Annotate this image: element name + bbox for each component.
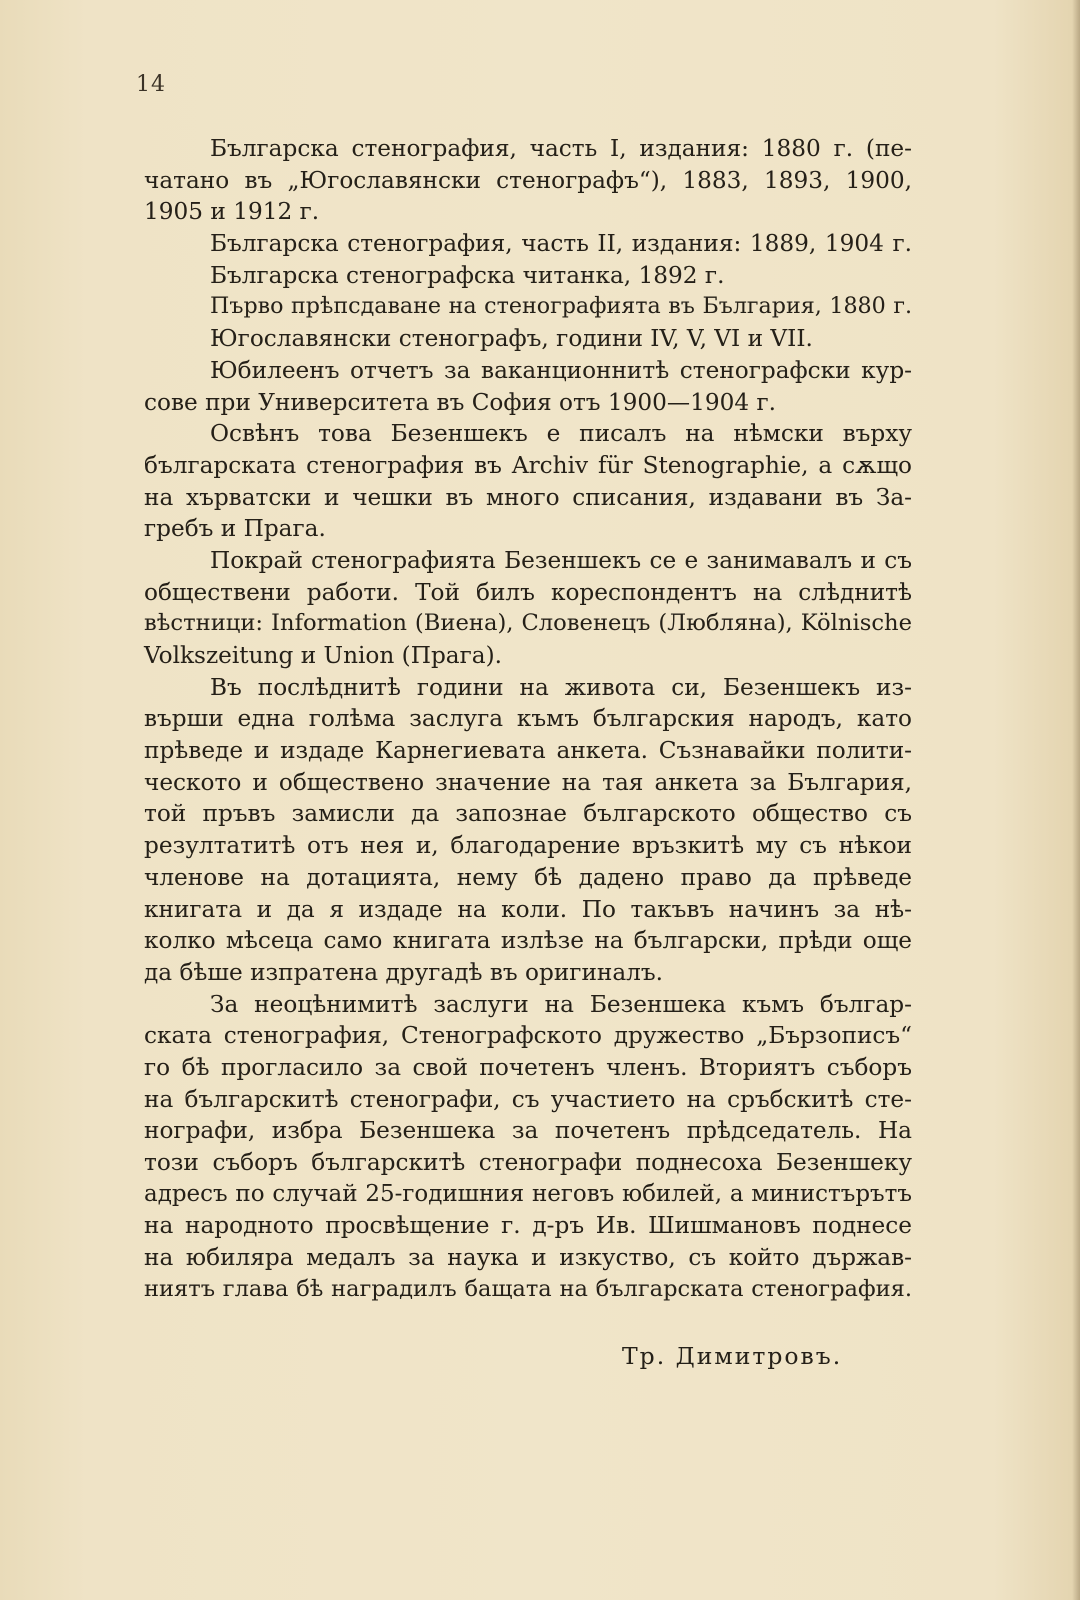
text-line: той пръвъ замисли да запознае българското общество съ [144, 800, 912, 828]
text-line: Освѣнъ това Безеншекъ е писалъ на нѣмски върху [210, 420, 912, 448]
text-line: нографи, избра Безеншека за почетенъ прѣдседатель. На [144, 1117, 912, 1145]
text-line: Югославянски стенографъ, години IV, V, VI и VII. [210, 325, 813, 353]
text-line: сове при Университета въ София отъ 1900—1904 г. [144, 388, 777, 416]
text-line: на юбиляра медалъ за наука и изкуство, съ който държав- [144, 1244, 912, 1272]
text-line: 1905 и 1912 г. [144, 198, 320, 226]
text-line: гребъ и Прага. [144, 515, 326, 543]
page-edge-shadow [1072, 0, 1080, 1600]
text-line: Първо прѣпсдаване на стенографията въ България, 1880 г. [210, 293, 912, 320]
text-line: колко мѣсеца само книгата излѣзе на български, прѣди още [144, 927, 912, 955]
text-line: книгата и да я издаде на коли. По такъвъ начинъ за нѣ- [144, 895, 912, 923]
text-line: на българскитѣ стенографи, съ участието на сръбскитѣ сте- [144, 1085, 912, 1113]
text-line: да бѣше изпратена другадѣ въ оригиналъ. [144, 958, 664, 986]
text-line: на народното просвѣщение г. д-ръ Ив. Шишмановъ поднесе [144, 1212, 912, 1240]
text-line: върши една голѣма заслуга къмъ българския народъ, като [144, 705, 912, 733]
text-line: Българска стенография, часть I, издания: 1880 г. (пе- [210, 135, 912, 162]
page-number: 14 [136, 72, 166, 97]
text-line: резултатитѣ отъ нея и, благодарение връзкитѣ му съ нѣкои [144, 832, 912, 860]
text-line: Volkszeitung и Union (Прага). [144, 642, 503, 669]
author-signature: Тр. Димитровъ. [622, 1342, 843, 1370]
text-line: този съборъ българскитѣ стенографи поднесоха Безеншеку [144, 1149, 912, 1176]
text-line: Българска стенография, часть II, издания: 1889, 1904 г. [210, 230, 912, 258]
text-line: го бѣ прогласило за свой почетенъ членъ. Вториятъ съборъ [144, 1053, 912, 1081]
text-line: Юбилеенъ отчетъ за ваканционнитѣ стенографски кур- [210, 356, 912, 384]
text-line: Българска стенографска читанка, 1892 г. [210, 261, 725, 289]
text-line: Покрай стенографията Безеншекъ се е занимавалъ и съ [210, 546, 912, 574]
text-line: Въ послѣднитѣ години на живота си, Безеншекъ из- [210, 673, 912, 701]
text-line: обществени работи. Той билъ кореспондентъ на слѣднитѣ [144, 578, 912, 606]
text-line: ниятъ глава бѣ наградилъ бащата на българската стенография. [144, 1275, 912, 1302]
text-line: чатано въ „Югославянски стенографъ“), 1883, 1893, 1900, [144, 166, 912, 194]
text-line: прѣведе и издаде Карнегиевата анкета. Съзнавайки полити- [144, 737, 912, 765]
text-line: на хърватски и чешки въ много списания, издавани въ За- [144, 483, 912, 511]
text-line: За неоцѣнимитѣ заслуги на Безеншека къмъ българ- [210, 990, 912, 1018]
body-text [144, 133, 912, 1305]
text-line: ската стенография, Стенографското дружество „Бързописъ“ [144, 1022, 912, 1050]
text-line: ческото и обществено значение на тая анкета за България, [144, 768, 912, 796]
text-line: адресъ по случай 25-годишния неговъ юбилей, а министърътъ [144, 1180, 912, 1207]
text-line: вѣстници: Information (Виена), Словенецъ (Любляна), Kölnische [144, 610, 912, 637]
text-line: членове на дотацията, нему бѣ дадено право да прѣведе [144, 863, 912, 891]
text-line: българската стенография въ Archiv für Stenographie, а сѫщо [144, 451, 912, 479]
